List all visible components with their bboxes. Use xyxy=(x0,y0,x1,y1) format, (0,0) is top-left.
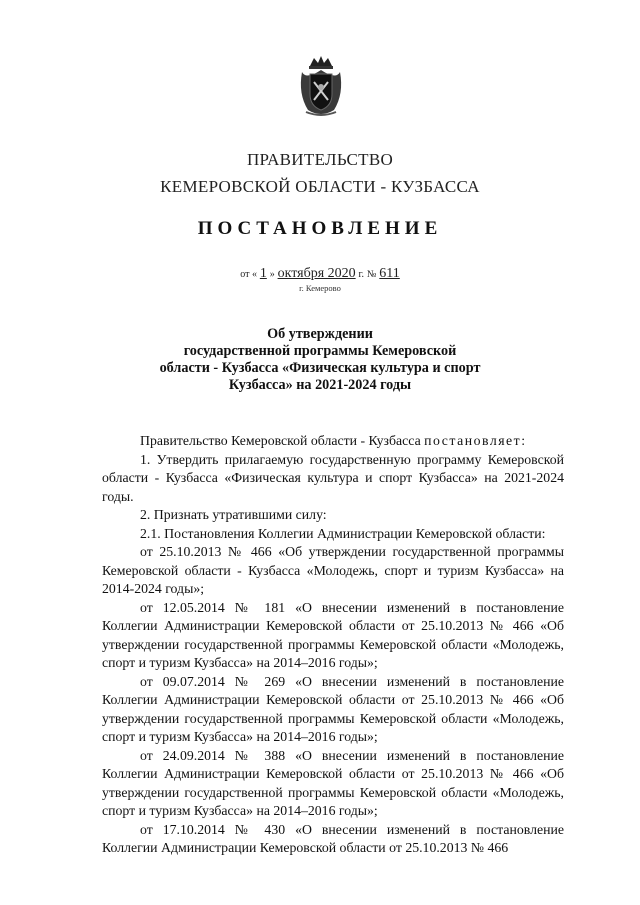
org-name-line1: ПРАВИТЕЛЬСТВО xyxy=(246,150,394,169)
date-year-suffix: г. xyxy=(358,269,364,280)
city-label: г. Кемерово xyxy=(299,283,341,293)
title-line: государственной программы Кемеровской xyxy=(183,343,457,359)
paragraph-1: 1. Утвердить прилагаемую государственную программу Кемеровской области - Кузбасса «Физическая культура и спорт Кузбасса» на 2021-2024 годы. xyxy=(102,451,564,504)
intro-paragraph xyxy=(102,432,564,451)
paragraph-2-1: 2.1. Постановления Коллегии Администрации Кемеровской области: xyxy=(140,525,546,541)
date-prefix: от « xyxy=(240,269,257,280)
document-body xyxy=(102,432,564,858)
list-item: от 24.09.2014 № 388 «О внесении изменений в постановление Коллегии Администрации Кемеровской области от 25.10.2013 № 466 «Об утверждении государственной программы Кемеровской области «Молодежь, спорт и туризм Кузбасса» на 2014–2016 годы»; xyxy=(102,747,564,818)
list-item: от 09.07.2014 № 269 «О внесении изменений в постановление Коллегии Администрации Кемеровской области от 25.10.2013 № 466 «Об утверждении государственной программы Кемеровской области «Молодежь, спорт и туризм Кузбасса» на 2014–2016 годы»; xyxy=(102,673,564,744)
document-number: 611 xyxy=(379,266,400,281)
org-name-line2: КЕМЕРОВСКОЙ ОБЛАСТИ - КУЗБАССА xyxy=(160,177,480,196)
number-label: № xyxy=(366,269,377,280)
date-month-year: октября 2020 xyxy=(277,266,356,281)
title-line: области - Кузбасса «Физическая культура и спорт xyxy=(159,360,481,376)
paragraph-2: 2. Признать утратившими силу: xyxy=(140,507,327,522)
list-item: от 17.10.2014 № 430 «О внесении изменений в постановление Коллегии Администрации Кемеровской области от 25.10.2013 № 466 xyxy=(102,821,564,855)
title-line: Об утверждении xyxy=(267,326,373,342)
date-day: 1 xyxy=(259,266,267,281)
document-type-heading: ПОСТАНОВЛЕНИЕ xyxy=(197,218,443,239)
date-mid: » xyxy=(269,269,275,280)
title-line: Кузбасса» на 2021-2024 годы xyxy=(228,377,412,393)
coat-of-arms-emblem xyxy=(296,54,346,118)
intro-text: Правительство Кемеровской области - Кузбасса xyxy=(140,433,425,448)
document-title xyxy=(120,326,520,394)
list-item: от 25.10.2013 № 466 «Об утверждении государственной программы Кемеровской области - Кузбасса «Молодежь, спорт и туризм Кузбасса» на 2014-2024 годы»; xyxy=(102,544,564,596)
list-item: от 12.05.2014 № 181 «О внесении изменений в постановление Коллегии Администрации Кемеровской области от 25.10.2013 № 466 «Об утверждении государственной программы Кемеровской области «Молодежь, спорт и туризм Кузбасса» на 2014–2016 годы»; xyxy=(102,599,564,670)
intro-keyword: постановляет: xyxy=(424,433,527,448)
date-number-line xyxy=(0,266,640,282)
